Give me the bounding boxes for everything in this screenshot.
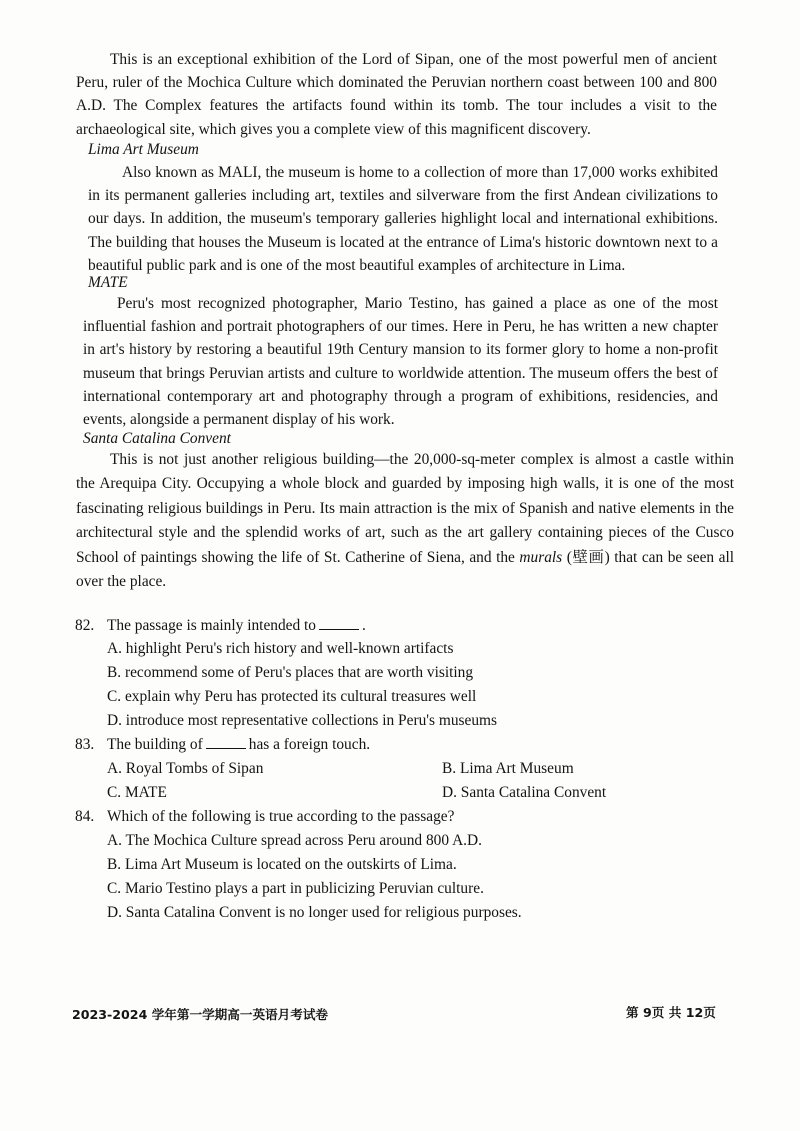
santa-catalina-heading: Santa Catalina Convent	[83, 430, 231, 447]
q82-option-b[interactable]: B. recommend some of Peru's places that are worth visiting	[107, 664, 474, 681]
catalina-text-a: This is not just another religious building—the 20,000-sq-meter complex is almost a castle within the Arequipa City. Occupying a whole block and guarded by imposing high walls, it is one of the most fascinating religious buildings in Peru. Its main attraction is the mix of Spanish and native elements in the architectural style and the splendid works of art, such as the art gallery containing pieces of the Cusco School of paintings showing the life of St. Catherine of Siena, and the	[76, 451, 734, 566]
answer-blank	[206, 736, 246, 749]
catalina-text-b: (壁画) that can be seen all over the place.	[76, 548, 734, 591]
question-83-stem-b: has a foreign touch.	[248, 736, 371, 753]
mate-text: Peru's most recognized photographer, Mario Testino, has gained a place as one of the most influential fashion and portrait photographers of our times. Here in Peru, he has written a new chapter in art's history by restoring a beautiful 19th Century mansion to its former glory to home a non-profit museum that brings Peruvian artists and culture to worldwide attention. The museum offers the best of international contemporary art and photography through a program of exhibitions, residencies, and events, alongside a permanent display of his work.	[83, 295, 718, 429]
lima-art-museum-heading: Lima Art Museum	[88, 141, 199, 158]
q83-option-a[interactable]: A. Royal Tombs of Sipan	[107, 760, 264, 777]
q83-options-row-2	[107, 782, 707, 804]
q83-options-row-1	[107, 758, 707, 780]
footer-page-number: 第 9页 共 12页	[626, 1005, 716, 1020]
q82-option-d[interactable]: D. introduce most representative collections in Peru's museums	[107, 712, 498, 729]
question-82-stem: The passage is mainly intended to	[107, 617, 317, 634]
question-84	[75, 806, 715, 828]
question-83	[75, 734, 715, 756]
q83-option-b[interactable]: B. Lima Art Museum	[442, 760, 574, 777]
mate-heading: MATE	[88, 274, 128, 291]
question-82	[75, 615, 715, 637]
lima-text: Also known as MALI, the museum is home to a collection of more than 17,000 works exhibited in its permanent galleries including art, textiles and silverware from the first Andean civilizations to our days. In addition, the museum's temporary galleries highlight local and international exhibitions. The building that houses the Museum is located at the entrance of Lima's historic downtown next to a beautiful public park and is one of the most beautiful examples of architecture in Lima.	[88, 164, 718, 274]
answer-blank	[319, 617, 359, 630]
question-83-number: 83.	[75, 736, 95, 753]
question-82-stem-end: .	[362, 617, 366, 634]
q84-option-c[interactable]: C. Mario Testino plays a part in publicizing Peruvian culture.	[107, 880, 484, 897]
murals-word: murals	[519, 548, 563, 566]
sipan-text: This is an exceptional exhibition of the Lord of Sipan, one of the most powerful men of ancient Peru, ruler of the Mochica Culture which dominated the Peruvian northern coast between 100 and 800 A.D. The Complex features the artifacts found within its tomb. The tour includes a visit to the archaeological site, which gives you a complete view of this magnificent discovery.	[76, 51, 717, 138]
sipan-paragraph	[76, 48, 717, 141]
q83-option-c[interactable]: C. MATE	[107, 784, 167, 801]
question-83-stem-a: The building of	[107, 736, 203, 753]
lima-paragraph	[88, 161, 718, 277]
mate-paragraph	[83, 292, 718, 431]
footer-exam-title: 2023-2024 学年第一学期高一英语月考试卷	[72, 1007, 329, 1022]
q84-option-a[interactable]: A. The Mochica Culture spread across Peru around 800 A.D.	[107, 832, 482, 849]
q84-option-b[interactable]: B. Lima Art Museum is located on the outskirts of Lima.	[107, 856, 457, 873]
q82-option-c[interactable]: C. explain why Peru has protected its cultural treasures well	[107, 688, 477, 705]
q84-option-d[interactable]: D. Santa Catalina Convent is no longer used for religious purposes.	[107, 904, 522, 921]
question-82-number: 82.	[75, 617, 95, 634]
question-84-stem: Which of the following is true according to the passage?	[107, 808, 455, 825]
catalina-paragraph	[76, 448, 734, 594]
q82-option-a[interactable]: A. highlight Peru's rich history and well-known artifacts	[107, 640, 454, 657]
q83-option-d[interactable]: D. Santa Catalina Convent	[442, 784, 607, 801]
question-84-number: 84.	[75, 808, 95, 825]
